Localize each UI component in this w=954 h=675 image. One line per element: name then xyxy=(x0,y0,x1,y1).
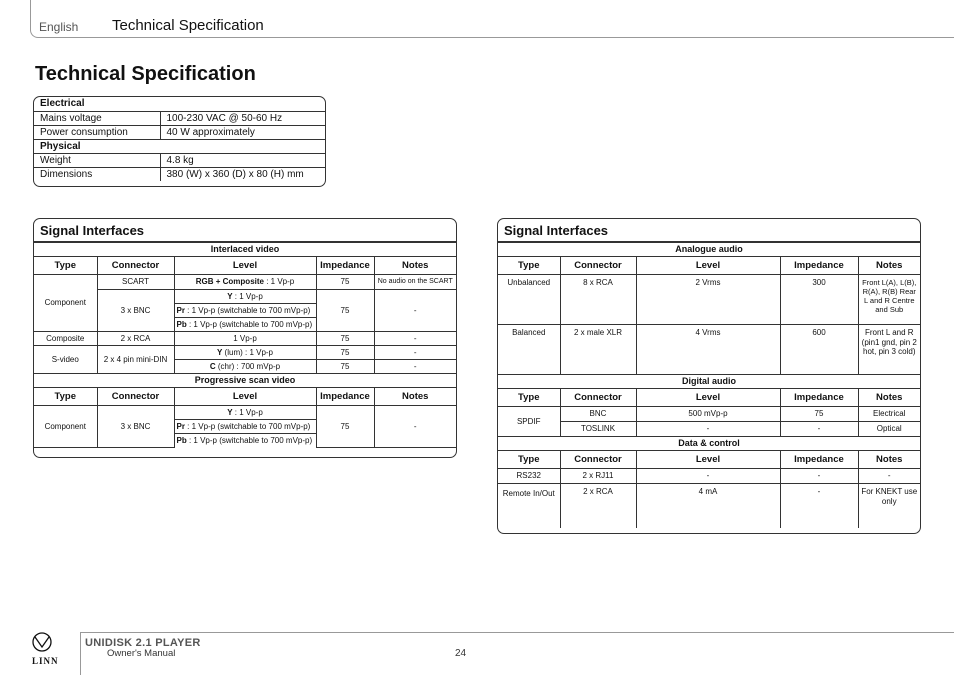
analogue-audio-heading: Analogue audio xyxy=(498,243,920,257)
col-type: Type xyxy=(498,451,560,469)
linn-logo-text: LINN xyxy=(32,656,59,666)
header-section-title: Technical Specification xyxy=(112,17,264,34)
progressive-notes: - xyxy=(374,406,456,448)
toslink-connector: TOSLINK xyxy=(560,422,636,437)
col-connector: Connector xyxy=(560,257,636,275)
col-level: Level xyxy=(636,451,780,469)
prog-pr-bold: Pr xyxy=(176,421,185,431)
prog-pb-bold: Pb xyxy=(176,435,187,445)
table-header-row xyxy=(34,257,456,275)
header-language: English xyxy=(39,20,79,34)
svideo-y-impedance: 75 xyxy=(316,346,374,360)
table-header-row xyxy=(498,389,920,407)
component-type: Component xyxy=(34,275,97,332)
col-type: Type xyxy=(498,257,560,275)
svideo-c-rest: (chr) : 700 mVp-p xyxy=(215,361,281,371)
remote-level: 4 mA xyxy=(636,484,780,528)
manual-label: Owner's Manual xyxy=(107,648,176,659)
col-impedance: Impedance xyxy=(780,257,858,275)
bnc-connector: 3 x BNC xyxy=(97,290,174,332)
rs232-notes: - xyxy=(858,469,920,484)
page-title: Technical Specification xyxy=(35,63,256,85)
level-pr-rest: : 1 Vp-p (switchable to 700 mVp-p) xyxy=(184,305,311,315)
table-header-row xyxy=(498,451,920,469)
col-connector: Connector xyxy=(97,388,174,406)
weight-label: Weight xyxy=(34,153,160,167)
product-name: UNIDISK 2.1 PLAYER xyxy=(85,637,201,649)
col-level: Level xyxy=(636,389,780,407)
physical-heading: Physical xyxy=(34,139,325,153)
unbalanced-impedance: 300 xyxy=(780,275,858,325)
signal-interfaces-title: Signal Interfaces xyxy=(34,219,456,242)
digital-audio-heading: Digital audio xyxy=(498,375,920,389)
level-y-rest: : 1 Vp-p xyxy=(232,291,263,301)
col-connector: Connector xyxy=(560,451,636,469)
remote-notes: For KNEKT use only xyxy=(858,484,920,528)
balanced-level: 4 Vrms xyxy=(636,325,780,375)
weight-value: 4.8 kg xyxy=(160,153,325,167)
table-row xyxy=(34,275,456,290)
footer-divider xyxy=(80,632,81,675)
level-pr-bold: Pr xyxy=(176,305,185,315)
balanced-connector: 2 x male XLR xyxy=(560,325,636,375)
signal-interfaces-title: Signal Interfaces xyxy=(498,219,920,242)
progressive-connector: 3 x BNC xyxy=(97,406,174,448)
progressive-scan-heading: Progressive scan video xyxy=(34,374,456,388)
col-notes: Notes xyxy=(858,389,920,407)
scart-connector: SCART xyxy=(97,275,174,290)
balanced-type: Balanced xyxy=(498,325,560,375)
bnc-connector: BNC xyxy=(560,407,636,422)
level-y-bold: Y xyxy=(227,291,233,301)
svideo-connector: 2 x 4 pin mini-DIN xyxy=(97,346,174,374)
col-type: Type xyxy=(498,389,560,407)
svideo-level-c xyxy=(174,360,316,374)
unbalanced-type: Unbalanced xyxy=(498,275,560,325)
bnc-level: 500 mVp-p xyxy=(636,407,780,422)
table-row xyxy=(34,111,325,125)
table-row xyxy=(34,290,456,304)
rs232-level: - xyxy=(636,469,780,484)
svideo-y-bold: Y xyxy=(216,347,223,357)
svideo-y-rest: (lum) : 1 Vp-p xyxy=(222,347,274,357)
bnc-notes: - xyxy=(374,290,456,332)
rs232-impedance: - xyxy=(780,469,858,484)
col-impedance: Impedance xyxy=(780,389,858,407)
table-header-row xyxy=(34,388,456,406)
prog-pr-rest: : 1 Vp-p (switchable to 700 mVp-p) xyxy=(184,421,311,431)
col-connector: Connector xyxy=(560,389,636,407)
scart-notes: No audio on the SCART xyxy=(374,275,456,290)
prog-y-bold: Y xyxy=(227,407,233,417)
signal-interfaces-audio-box xyxy=(497,218,921,534)
remote-impedance: - xyxy=(780,484,858,528)
table-row xyxy=(34,406,456,420)
scart-level-rest: : 1 Vp-p xyxy=(263,277,295,287)
mains-voltage-value: 100-230 VAC @ 50-60 Hz xyxy=(160,111,325,125)
toslink-level: - xyxy=(636,422,780,437)
balanced-notes: Front L and R (pin1 gnd, pin 2 hot, pin 3 cold) xyxy=(858,325,920,375)
interlaced-video-heading: Interlaced video xyxy=(34,243,456,257)
footer-rule xyxy=(80,632,954,633)
table-row xyxy=(34,346,456,360)
remote-connector: 2 x RCA xyxy=(560,484,636,528)
table-row xyxy=(34,167,325,181)
rs232-connector: 2 x RJ11 xyxy=(560,469,636,484)
electrical-physical-table xyxy=(33,96,326,187)
electrical-heading: Electrical xyxy=(34,97,325,111)
col-level: Level xyxy=(636,257,780,275)
col-impedance: Impedance xyxy=(316,257,374,275)
bnc-notes: Electrical xyxy=(858,407,920,422)
col-connector: Connector xyxy=(97,257,174,275)
prog-y-rest: : 1 Vp-p xyxy=(232,407,263,417)
scart-impedance: 75 xyxy=(316,275,374,290)
progressive-impedance: 75 xyxy=(316,406,374,448)
svideo-level-y xyxy=(174,346,316,360)
table-row xyxy=(498,484,920,528)
balanced-impedance: 600 xyxy=(780,325,858,375)
col-notes: Notes xyxy=(374,388,456,406)
scart-level xyxy=(174,275,316,290)
table-row xyxy=(498,407,920,422)
col-notes: Notes xyxy=(858,451,920,469)
signal-interfaces-video-box xyxy=(33,218,457,458)
svideo-y-notes: - xyxy=(374,346,456,360)
level-pb-rest: : 1 Vp-p (switchable to 700 mVp-p) xyxy=(186,319,313,329)
bnc-level-y xyxy=(174,290,316,304)
svideo-c-notes: - xyxy=(374,360,456,374)
table-row xyxy=(498,275,920,325)
progressive-level-pb xyxy=(174,434,316,448)
table-row xyxy=(498,469,920,484)
composite-impedance: 75 xyxy=(316,332,374,346)
toslink-impedance: - xyxy=(780,422,858,437)
bnc-impedance: 75 xyxy=(780,407,858,422)
table-row xyxy=(34,125,325,139)
progressive-level-y xyxy=(174,406,316,420)
mains-voltage-label: Mains voltage xyxy=(34,111,160,125)
table-row xyxy=(34,153,325,167)
prog-pb-rest: : 1 Vp-p (switchable to 700 mVp-p) xyxy=(186,435,313,445)
col-type: Type xyxy=(34,257,97,275)
composite-level: 1 Vp-p xyxy=(174,332,316,346)
col-level: Level xyxy=(174,388,316,406)
svideo-type: S-video xyxy=(34,346,97,374)
dimensions-value: 380 (W) x 360 (D) x 80 (H) mm xyxy=(166,168,304,180)
bnc-impedance: 75 xyxy=(316,290,374,332)
unbalanced-notes: Front L(A), L(B), R(A), R(B) Rear L and R Centre and Sub xyxy=(858,275,920,325)
table-header-row xyxy=(498,257,920,275)
unbalanced-level: 2 Vrms xyxy=(636,275,780,325)
composite-connector: 2 x RCA xyxy=(97,332,174,346)
col-impedance: Impedance xyxy=(780,451,858,469)
spdif-type: SPDIF xyxy=(498,407,560,437)
composite-notes: - xyxy=(374,332,456,346)
dimensions-label: Dimensions xyxy=(34,167,160,181)
bnc-level-pr xyxy=(174,304,316,318)
col-notes: Notes xyxy=(858,257,920,275)
table-row xyxy=(498,422,920,437)
svideo-c-impedance: 75 xyxy=(316,360,374,374)
power-consumption-label: Power consumption xyxy=(34,125,160,139)
data-control-heading: Data & control xyxy=(498,437,920,451)
col-impedance: Impedance xyxy=(316,388,374,406)
table-row xyxy=(34,332,456,346)
progressive-type: Component xyxy=(34,406,97,448)
composite-type: Composite xyxy=(34,332,97,346)
col-type: Type xyxy=(34,388,97,406)
scart-level-bold: RGB + Composite xyxy=(195,277,264,287)
rs232-type: RS232 xyxy=(498,469,560,484)
unbalanced-connector: 8 x RCA xyxy=(560,275,636,325)
bnc-level-pb xyxy=(174,318,316,332)
toslink-notes: Optical xyxy=(858,422,920,437)
linn-logo-icon xyxy=(30,630,60,656)
col-level: Level xyxy=(174,257,316,275)
table-row xyxy=(498,325,920,375)
col-notes: Notes xyxy=(374,257,456,275)
remote-type: Remote In/Out xyxy=(498,484,560,528)
svideo-c-bold: C xyxy=(209,361,216,371)
page-number: 24 xyxy=(455,648,467,659)
progressive-level-pr xyxy=(174,420,316,434)
level-pb-bold: Pb xyxy=(176,319,187,329)
power-consumption-value: 40 W approximately xyxy=(160,125,325,139)
